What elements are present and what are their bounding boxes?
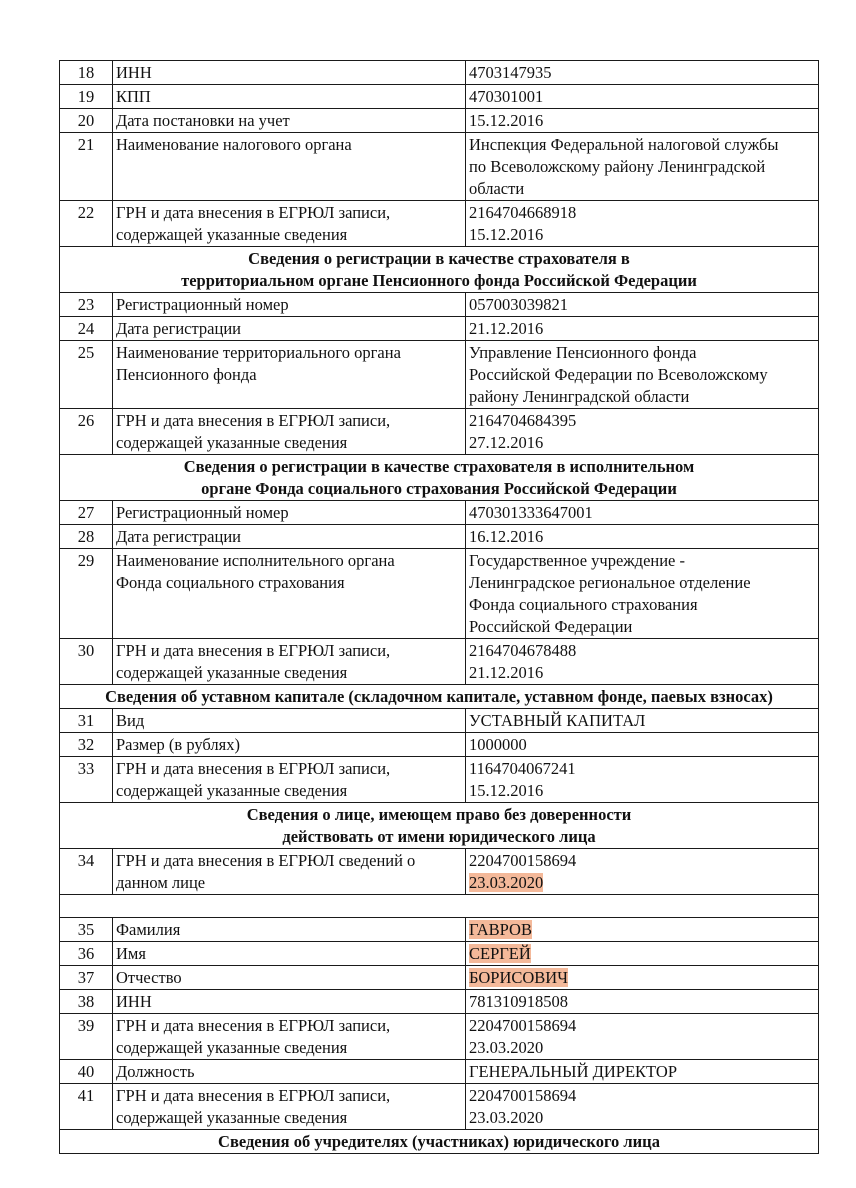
field-value [466,109,819,133]
row-number: 32 [60,733,113,757]
field-value [466,966,819,990]
table-row [60,1084,819,1130]
field-label [113,293,466,317]
row-number: 34 [60,849,113,895]
field-label [113,409,466,455]
field-value [466,549,819,639]
section-header-line: Сведения об учредителях (участниках) юридического лица [218,1132,660,1151]
field-value-line: 15.12.2016 [469,225,544,244]
section-header [60,803,819,849]
field-value-line: 15.12.2016 [469,111,544,130]
table-row [60,109,819,133]
section-header-line: территориальном органе Пенсионного фонда Российской Федерации [181,271,697,290]
field-label-line: ГРН и дата внесения в ЕГРЮЛ записи, [116,759,391,778]
section-header-row [60,455,819,501]
row-number: 24 [60,317,113,341]
table-row [60,409,819,455]
field-value-line-wrap [469,178,815,200]
field-value [466,293,819,317]
field-label-line: содержащей указанные сведения [116,225,348,244]
field-label [113,501,466,525]
field-value-line-wrap [469,526,815,548]
field-label [113,942,466,966]
field-label-line: ИНН [116,992,152,1011]
field-label-line: ГРН и дата внесения в ЕГРЮЛ записи, [116,1016,391,1035]
field-label-line: Отчество [116,968,182,987]
field-value-line: району Ленинградской области [469,387,690,406]
field-value-line: 1164704067241 [469,759,576,778]
table-row [60,639,819,685]
field-value-line-wrap [469,943,815,965]
row-number: 26 [60,409,113,455]
section-header-line: Сведения о лице, имеющем право без доверенности [246,805,632,824]
row-number: 36 [60,942,113,966]
field-label-line: данном лице [116,873,206,892]
field-label [113,849,466,895]
field-value-line-wrap [469,1015,815,1037]
egrul-table-body [60,61,819,1154]
field-value [466,1060,819,1084]
field-label [113,709,466,733]
row-number: 29 [60,549,113,639]
field-label-line: ГРН и дата внесения в ЕГРЮЛ записи, [116,1086,391,1105]
field-value-line: 27.12.2016 [469,433,544,452]
field-label [113,1060,466,1084]
row-number: 30 [60,639,113,685]
field-value-line-wrap [469,386,815,408]
table-row [60,966,819,990]
field-label-line: содержащей указанные сведения [116,433,348,452]
field-value-line: 2204700158694 [469,851,577,870]
field-value [466,317,819,341]
field-label [113,61,466,85]
field-value-line: области [469,179,525,198]
field-value-line: 2164704678488 [469,641,577,660]
field-value-line: 23.03.2020 [469,1108,544,1127]
field-label-line: содержащей указанные сведения [116,1038,348,1057]
field-value [466,341,819,409]
field-value-line: Российской Федерации по Всеволожскому [469,365,768,384]
field-label-line: Наименование исполнительного органа [116,551,395,570]
field-label [113,133,466,201]
field-value-line-wrap [469,640,815,662]
section-header-line: Сведения о регистрации в качестве страхователя в исполнительном [183,457,695,476]
table-row [60,201,819,247]
field-value-line-wrap [469,1085,815,1107]
field-label [113,317,466,341]
field-value-line-wrap [469,224,815,246]
field-label-line: содержащей указанные сведения [116,663,348,682]
section-header-row [60,685,819,709]
field-value-line: 4703147935 [469,63,552,82]
field-label [113,639,466,685]
table-row [60,501,819,525]
field-value [466,501,819,525]
field-value-line: 470301001 [469,87,544,106]
field-value-line-wrap [469,780,815,802]
field-label [113,525,466,549]
row-number: 20 [60,109,113,133]
section-header-line: Сведения о регистрации в качестве страхователя в [248,249,630,268]
field-value-line: 057003039821 [469,295,568,314]
field-value-line: Инспекция Федеральной налоговой службы [469,135,779,154]
field-label-line: Наименование налогового органа [116,135,352,154]
field-label-line: Дата постановки на учет [116,111,290,130]
row-number: 18 [60,61,113,85]
field-label [113,966,466,990]
field-value-line: 2204700158694 [469,1016,577,1035]
field-value-line: Государственное учреждение - [469,551,685,570]
table-row [60,709,819,733]
field-label-line: Дата регистрации [116,527,241,546]
table-row [60,549,819,639]
field-value-line-wrap [469,991,815,1013]
row-number: 31 [60,709,113,733]
row-number: 28 [60,525,113,549]
field-value-line-wrap [469,432,815,454]
field-value-line-wrap [469,734,815,756]
field-value [466,990,819,1014]
field-value-line: Российской Федерации [469,617,633,636]
row-number: 19 [60,85,113,109]
field-value [466,757,819,803]
field-value [466,849,819,895]
field-value-line-wrap [469,616,815,638]
section-header-row [60,803,819,849]
field-value-line-wrap [469,110,815,132]
section-header [60,685,819,709]
field-value-line: 23.03.2020 [469,1038,544,1057]
table-row [60,85,819,109]
field-label-line: содержащей указанные сведения [116,781,348,800]
field-label [113,1084,466,1130]
field-value [466,409,819,455]
field-value-line-wrap [469,156,815,178]
field-label-line: Наименование территориального органа [116,343,401,362]
field-value-line: 2164704684395 [469,411,577,430]
field-value-line: 2204700158694 [469,1086,577,1105]
field-value [466,1084,819,1130]
highlighted-value: ГАВРОВ [469,920,532,939]
field-value [466,85,819,109]
field-value-line-wrap [469,919,815,941]
field-label [113,733,466,757]
highlighted-value: 23.03.2020 [469,873,544,892]
row-number: 21 [60,133,113,201]
row-number: 40 [60,1060,113,1084]
section-header [60,455,819,501]
field-label-line: Должность [116,1062,195,1081]
field-label [113,85,466,109]
section-header [60,1130,819,1154]
table-row [60,733,819,757]
row-number: 41 [60,1084,113,1130]
field-value-line-wrap [469,342,815,364]
field-label-line: Пенсионного фонда [116,365,257,384]
field-label-line: Регистрационный номер [116,503,289,522]
table-row [60,942,819,966]
section-header-line: действовать от имени юридического лица [282,827,596,846]
field-label-line: ГРН и дата внесения в ЕГРЮЛ записи, [116,203,391,222]
field-label-line: Фамилия [116,920,181,939]
field-value [466,133,819,201]
field-value [466,918,819,942]
field-label-line: Размер (в рублях) [116,735,240,754]
row-number: 25 [60,341,113,409]
field-value [466,61,819,85]
field-value-line-wrap [469,872,815,894]
field-value-line-wrap [469,550,815,572]
field-value-line-wrap [469,1037,815,1059]
field-label [113,549,466,639]
field-value-line: Фонда социального страхования [469,595,698,614]
field-value-line-wrap [469,572,815,594]
field-label [113,341,466,409]
field-label-line: Дата регистрации [116,319,241,338]
row-number: 27 [60,501,113,525]
section-header-line: Сведения об уставном капитале (складочном капитале, уставном фонде, паевых взносах) [105,687,773,706]
field-label [113,109,466,133]
row-number: 22 [60,201,113,247]
row-number: 35 [60,918,113,942]
row-number: 37 [60,966,113,990]
field-label-line: Регистрационный номер [116,295,289,314]
field-value [466,1014,819,1060]
field-value-line: 21.12.2016 [469,663,544,682]
field-label-line: Фонда социального страхования [116,573,345,592]
field-value-line-wrap [469,1061,815,1083]
section-header [60,247,819,293]
field-value-line-wrap [469,502,815,524]
table-row [60,990,819,1014]
field-value-line-wrap [469,594,815,616]
field-value-line: Ленинградское региональное отделение [469,573,751,592]
field-value-line: 21.12.2016 [469,319,544,338]
field-value-line-wrap [469,967,815,989]
field-label [113,201,466,247]
field-value-line: 1000000 [469,735,527,754]
table-row [60,918,819,942]
field-value [466,733,819,757]
field-value-line: 15.12.2016 [469,781,544,800]
field-label-line: ИНН [116,63,152,82]
field-value-line-wrap [469,364,815,386]
field-value-line-wrap [469,62,815,84]
field-value-line-wrap [469,294,815,316]
row-number: 33 [60,757,113,803]
table-row [60,525,819,549]
field-value-line: 470301333647001 [469,503,593,522]
section-header-row [60,1130,819,1154]
field-value-line: по Всеволожскому району Ленинградской [469,157,766,176]
field-value-line: ГЕНЕРАЛЬНЫЙ ДИРЕКТОР [469,1062,677,1081]
field-label [113,990,466,1014]
field-value [466,201,819,247]
empty-separator-row [60,895,819,918]
field-label-line: ГРН и дата внесения в ЕГРЮЛ записи, [116,641,391,660]
field-label [113,1014,466,1060]
field-value-line-wrap [469,758,815,780]
table-row [60,61,819,85]
field-value-line-wrap [469,202,815,224]
row-number: 23 [60,293,113,317]
field-value-line: 16.12.2016 [469,527,544,546]
field-label [113,918,466,942]
field-label-line: ГРН и дата внесения в ЕГРЮЛ сведений о [116,851,416,870]
table-row [60,317,819,341]
field-value-line-wrap [469,86,815,108]
field-label-line: Имя [116,944,146,963]
field-value [466,525,819,549]
highlighted-value: СЕРГЕЙ [469,944,531,963]
field-value-line: 781310918508 [469,992,568,1011]
table-row [60,341,819,409]
table-row [60,133,819,201]
table-row [60,1014,819,1060]
highlighted-value: БОРИСОВИЧ [469,968,568,987]
table-row [60,757,819,803]
field-value [466,639,819,685]
section-header-line: органе Фонда социального страхования Российской Федерации [201,479,677,498]
field-value [466,942,819,966]
field-value-line: УСТАВНЫЙ КАПИТАЛ [469,711,646,730]
table-row [60,1060,819,1084]
field-label [113,757,466,803]
empty-cell [60,895,819,918]
field-value [466,709,819,733]
row-number: 39 [60,1014,113,1060]
field-value-line-wrap [469,850,815,872]
field-label-line: Вид [116,711,145,730]
field-value-line-wrap [469,318,815,340]
field-label-line: содержащей указанные сведения [116,1108,348,1127]
field-value-line: 2164704668918 [469,203,577,222]
table-row [60,849,819,895]
field-value-line-wrap [469,410,815,432]
field-value-line-wrap [469,1107,815,1129]
field-value-line-wrap [469,662,815,684]
field-value-line-wrap [469,134,815,156]
table-row [60,293,819,317]
field-value-line: Управление Пенсионного фонда [469,343,697,362]
field-value-line-wrap [469,710,815,732]
section-header-row [60,247,819,293]
egrul-extract-table [59,60,819,1154]
field-label-line: КПП [116,87,151,106]
field-label-line: ГРН и дата внесения в ЕГРЮЛ записи, [116,411,391,430]
row-number: 38 [60,990,113,1014]
